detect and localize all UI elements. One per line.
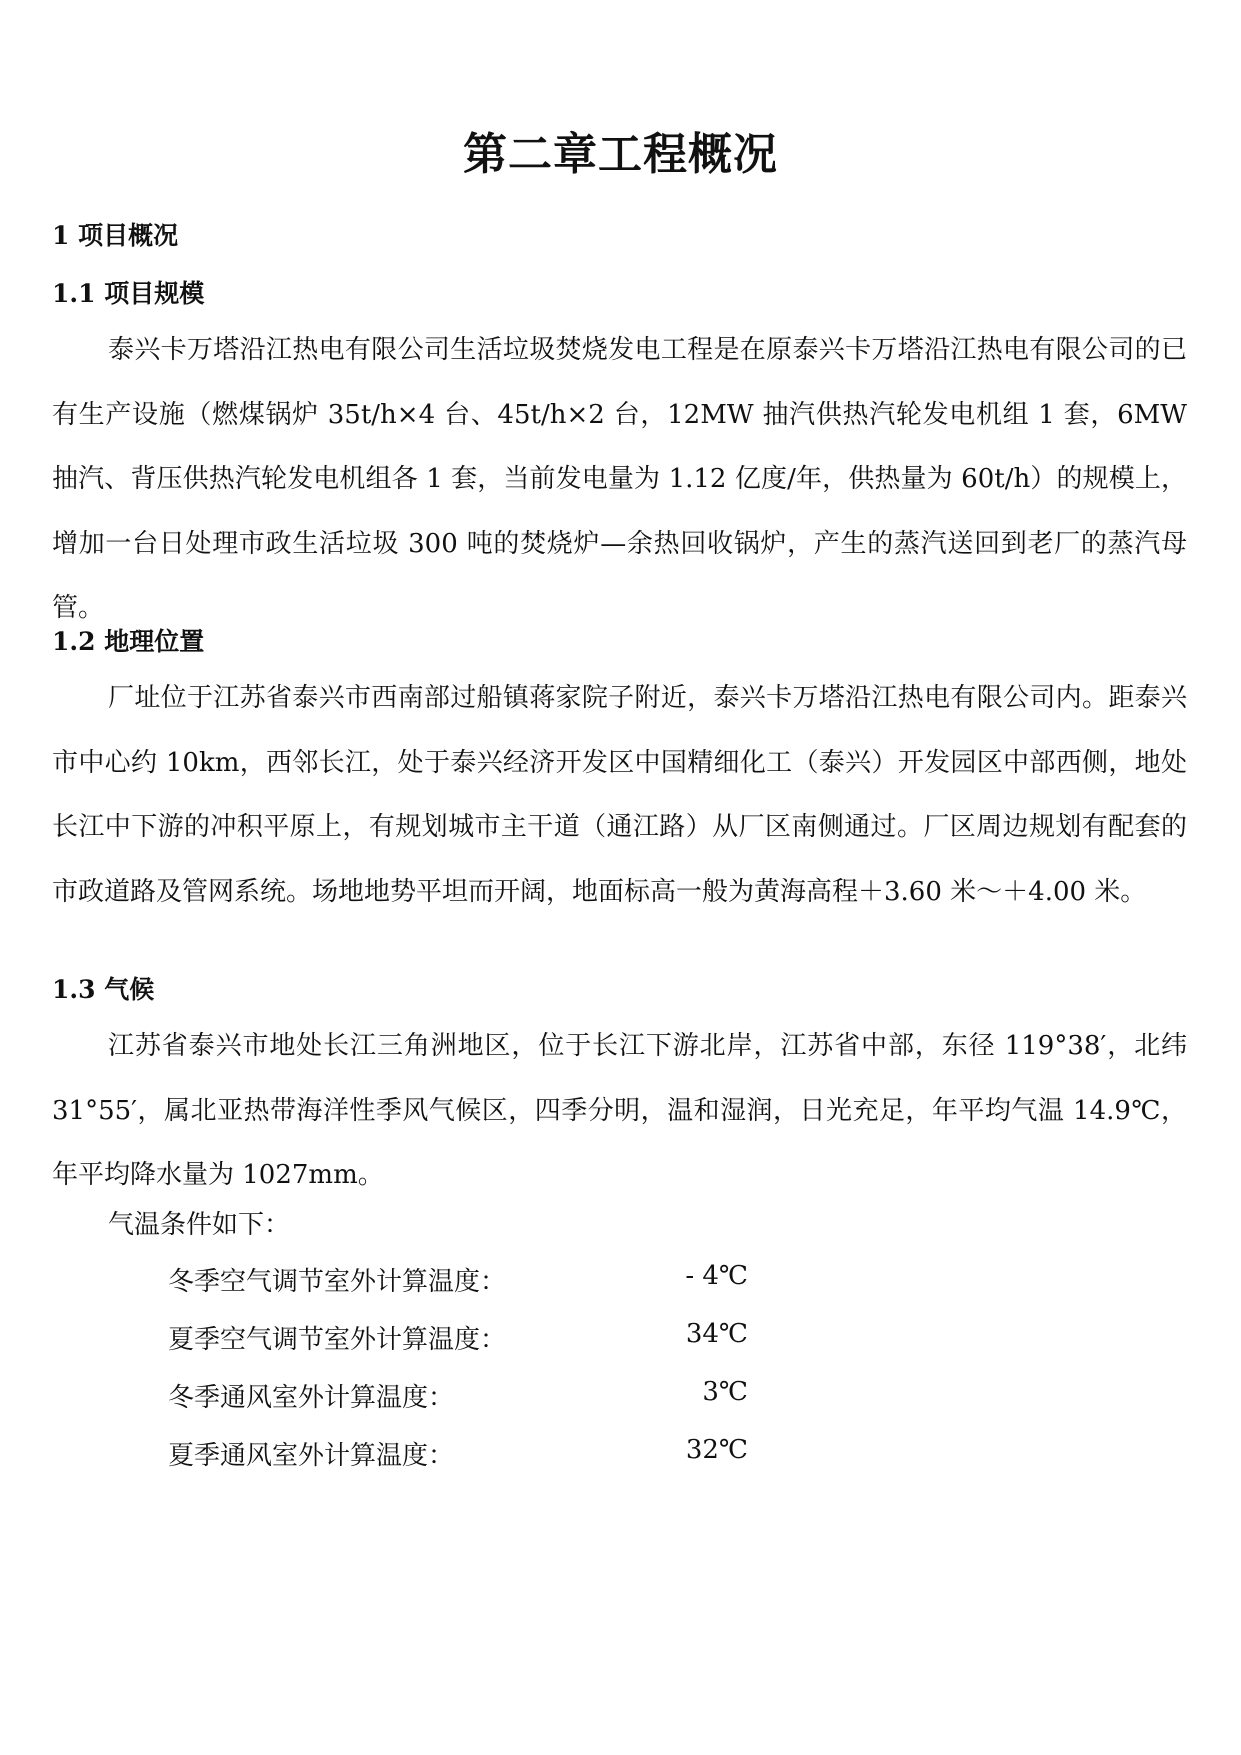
paragraph-project-scale: 泰兴卡万塔沿江热电有限公司生活垃圾焚烧发电工程是在原泰兴卡万塔沿江热电有限公司的已有生产设施（燃煤锅炉 35t/h×4 台、45t/h×2 台，12MW 抽汽供热汽轮发电机组 1 套，6MW 抽汽、背压供热汽轮发电机组各 1 套，当前发电量为 1.12 亿度/年，供热量为 60t/h）的规模上，增加一台日处理市政生活垃圾 300 吨的焚烧炉—余热回收锅炉，产生的蒸汽送回到老厂的蒸汽母管。 bbox=[52, 335, 1187, 623]
temperature-row bbox=[168, 1377, 768, 1417]
section-heading-1: 1 项目概况 bbox=[52, 221, 179, 250]
paragraph-location: 厂址位于江苏省泰兴市西南部过船镇蒋家院子附近，泰兴卡万塔沿江热电有限公司内。距泰兴市中心约 10km，西邻长江，处于泰兴经济开发区中国精细化工（泰兴）开发园区中部西侧，地处长江中下游的冲积平原上，有规划城市主干道（通江路）从厂区南侧通过。厂区周边规划有配套的市政道路及管网系统。场地地势平坦而开阔，地面标高一般为黄海高程＋3.60 米～＋4.00 米。 bbox=[52, 683, 1187, 907]
temperature-value: - 4℃ bbox=[685, 1261, 748, 1291]
temperature-row bbox=[168, 1261, 768, 1301]
temperature-value: 3℃ bbox=[702, 1377, 748, 1407]
paragraph-climate: 江苏省泰兴市地处长江三角洲地区，位于长江下游北岸，江苏省中部，东径 119°38′，北纬 31°55′，属北亚热带海洋性季风气候区，四季分明，温和湿润，日光充足，年平均气温 14.9℃，年平均降水量为 1027mm。 bbox=[52, 1031, 1187, 1190]
section-heading-1-3: 1.3 气候 bbox=[52, 975, 155, 1004]
temperature-value: 32℃ bbox=[685, 1435, 748, 1465]
temperature-row bbox=[168, 1319, 768, 1359]
section-heading-1-1: 1.1 项目规模 bbox=[52, 279, 205, 308]
temperature-intro: 气温条件如下： bbox=[108, 1210, 291, 1240]
temperature-label: 夏季空气调节室外计算温度： bbox=[168, 1325, 507, 1355]
chapter-title: 第二章工程概况 bbox=[463, 129, 778, 180]
temperature-label: 冬季通风室外计算温度： bbox=[168, 1383, 455, 1413]
temperature-row bbox=[168, 1435, 768, 1475]
section-heading-1-2: 1.2 地理位置 bbox=[52, 627, 205, 656]
temperature-label: 夏季通风室外计算温度： bbox=[168, 1441, 455, 1471]
temperature-value: 34℃ bbox=[685, 1319, 748, 1349]
temperature-label: 冬季空气调节室外计算温度： bbox=[168, 1267, 507, 1297]
